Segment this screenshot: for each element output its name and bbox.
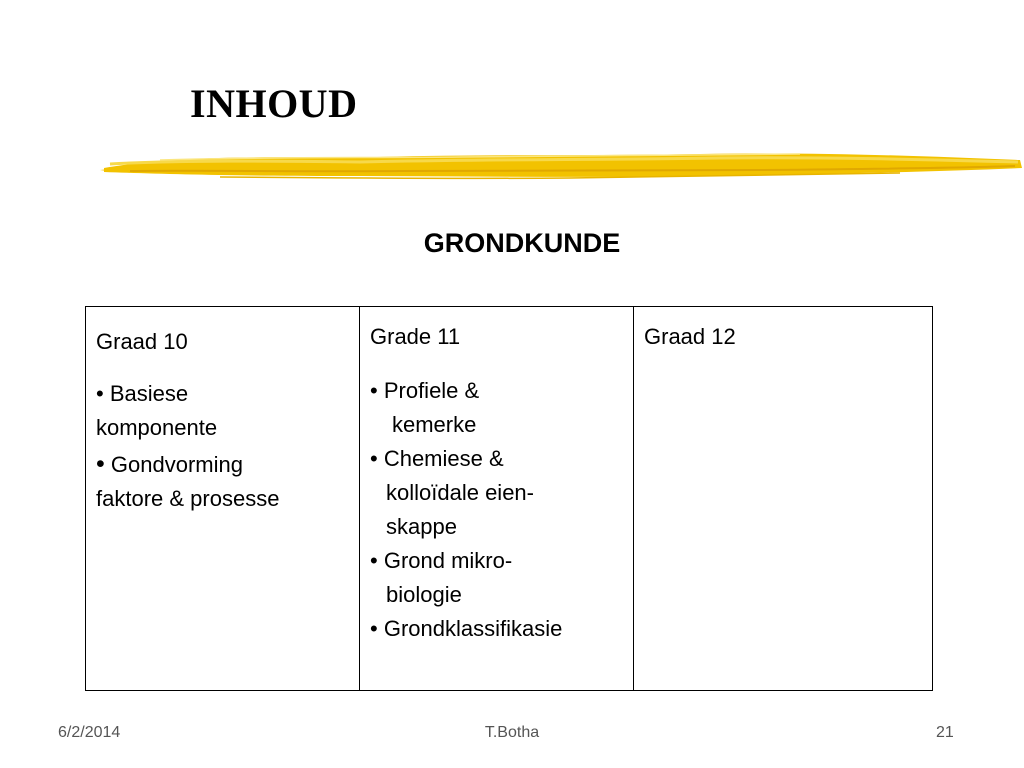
footer-author: T.Botha	[484, 724, 540, 741]
bullet-icon: •	[96, 381, 104, 406]
list-item-text: Basiese	[109, 381, 189, 406]
grade-content-table	[85, 306, 933, 691]
section-heading: GRONDKUNDE	[423, 228, 621, 258]
list-item-text-continued: faktore & prosesse	[96, 486, 280, 511]
list-item-text-continued: kemerke	[392, 412, 477, 437]
list-item-text-continued: kolloïdale eien-	[386, 480, 534, 505]
table-cell-graad-10	[86, 307, 360, 691]
list-item	[370, 374, 625, 442]
list-item	[96, 447, 351, 516]
list-item-text-continued: komponente	[96, 415, 218, 440]
column-heading-graad-12: Graad 12	[644, 324, 736, 349]
list-item-text: Chemiese &	[383, 446, 504, 471]
list-item	[96, 377, 351, 445]
bullet-icon: •	[370, 548, 378, 573]
column-heading-grade-11: Grade 11	[370, 324, 461, 349]
list-item-text: Profiele &	[383, 378, 480, 403]
slide-title: INHOUD	[190, 81, 358, 126]
yellow-brush-stroke-divider	[100, 146, 1024, 188]
list-item	[370, 612, 625, 646]
list-item-text: Gondvorming	[110, 452, 243, 477]
list-item	[370, 544, 625, 612]
bullet-icon: •	[370, 446, 378, 471]
bullet-icon: •	[370, 378, 378, 403]
bullet-icon: •	[96, 450, 105, 478]
list-item	[370, 442, 625, 544]
footer-page-number: 21	[936, 724, 954, 741]
table-cell-graad-12	[634, 307, 933, 691]
table-cell-grade-11	[360, 307, 634, 691]
list-item-text-continued: skappe	[386, 514, 457, 539]
column-heading-graad-10: Graad 10	[96, 329, 188, 354]
bullet-icon: •	[370, 616, 378, 641]
list-item-text-continued: biologie	[386, 582, 462, 607]
table-row	[86, 307, 933, 691]
footer-date: 6/2/2014	[58, 724, 121, 741]
list-item-text: Grondklassifikasie	[383, 616, 563, 641]
list-item-text: Grond mikro-	[383, 548, 513, 573]
